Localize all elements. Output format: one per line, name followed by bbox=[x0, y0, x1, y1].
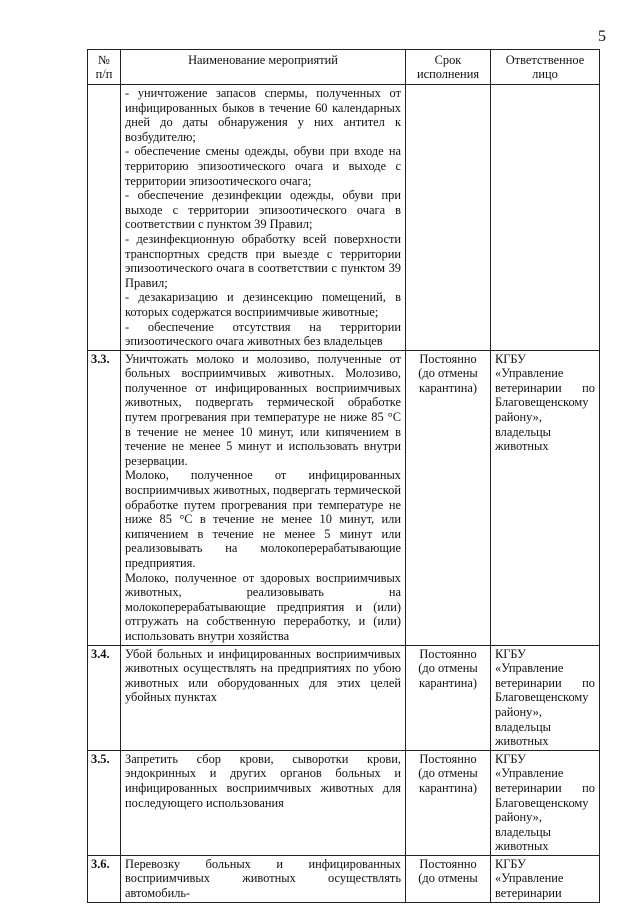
row-num: 3.3. bbox=[88, 350, 121, 645]
header-term: Срок исполнения bbox=[406, 50, 491, 85]
header-num: № п/п bbox=[88, 50, 121, 85]
row-text: Перевозку больных и инфицированных восприимчивых животных осуществлять автомобиль- bbox=[121, 855, 406, 902]
row-responsible: КГБУ «Управление ветеринарии bbox=[491, 855, 600, 902]
row-text: Уничтожать молоко и молозиво, полученные от больных восприимчивых животных. Молозиво, полученное от инфицированных восприимчивых животных, подвергать термической обработке путем прогревания при температуре не ниже 85 °С в течение не менее 10 минут, или кипячением в течение не менее 5 минут и использовать внутри резервации. Молоко, полученное от инфицированных восприимчивых животных, подвергать термической обработке путем прогревания при температуре не ниже 85 °С в течение не менее 10 минут, или кипячением в течение не менее 5 минут или реализовывать на молокоперерабатывающие предприятия. Молоко, полученное от здоровых восприимчивых животных, реализовывать на молокоперерабатывающие предприятия и (или) отгружать на собственную переработку, и (или) использовать внутри хозяйства bbox=[121, 350, 406, 645]
header-responsible: Ответственное лицо bbox=[491, 50, 600, 85]
row-responsible bbox=[491, 85, 600, 351]
row-term: Постоянно (до отмены карантина) bbox=[406, 750, 491, 855]
row-num: 3.4. bbox=[88, 645, 121, 750]
row-text: Убой больных и инфицированных восприимчивых животных осуществлять на предприятиях по убою животных или оборудованных для этих целей убойных пунктах bbox=[121, 645, 406, 750]
table-row bbox=[88, 350, 600, 645]
page-number: 5 bbox=[598, 28, 606, 45]
table-header-row bbox=[88, 50, 600, 85]
row-responsible: КГБУ «Управление ветеринарии по Благовещенскому району», владельцы животных bbox=[491, 750, 600, 855]
table-row-continuation bbox=[88, 85, 600, 351]
row-responsible: КГБУ «Управление ветеринарии по Благовещенскому району», владельцы животных bbox=[491, 350, 600, 645]
row-text: - уничтожение запасов спермы, полученных от инфицированных быков в течение 60 календарных дней до даты обнаружения у них антител к возбудителю; - обеспечение смены одежды, обуви при входе на территорию эпизоотического очага и выходе с территории эпизоотического очага; - обеспечение дезинфекции одежды, обуви при выходе с территории эпизоотического очага в соответствии с пунктом 39 Правил; - дезинфекционную обработку всей поверхности транспортных средств при выезде с территории эпизоотического очага в соответствии с пунктом 39 Правил; - дезакаризацию и дезинсекцию помещений, в которых содержатся восприимчивые животные; - обеспечение отсутствия на территории эпизоотического очага животных без владельцев bbox=[121, 85, 406, 351]
row-num: 3.5. bbox=[88, 750, 121, 855]
header-action: Наименование мероприятий bbox=[121, 50, 406, 85]
table-row bbox=[88, 645, 600, 750]
row-term: Постоянно (до отмены карантина) bbox=[406, 350, 491, 645]
row-responsible: КГБУ «Управление ветеринарии по Благовещенскому району», владельцы животных bbox=[491, 645, 600, 750]
row-term: Постоянно (до отмены карантина) bbox=[406, 645, 491, 750]
row-term: Постоянно (до отмены bbox=[406, 855, 491, 902]
table-row bbox=[88, 750, 600, 855]
table-row bbox=[88, 855, 600, 902]
row-num: 3.6. bbox=[88, 855, 121, 902]
row-text: Запретить сбор крови, сыворотки крови, эндокринных и других органов больных и инфицированных восприимчивых животных для последующего использования bbox=[121, 750, 406, 855]
measures-table bbox=[87, 49, 600, 903]
row-term bbox=[406, 85, 491, 351]
row-num bbox=[88, 85, 121, 351]
